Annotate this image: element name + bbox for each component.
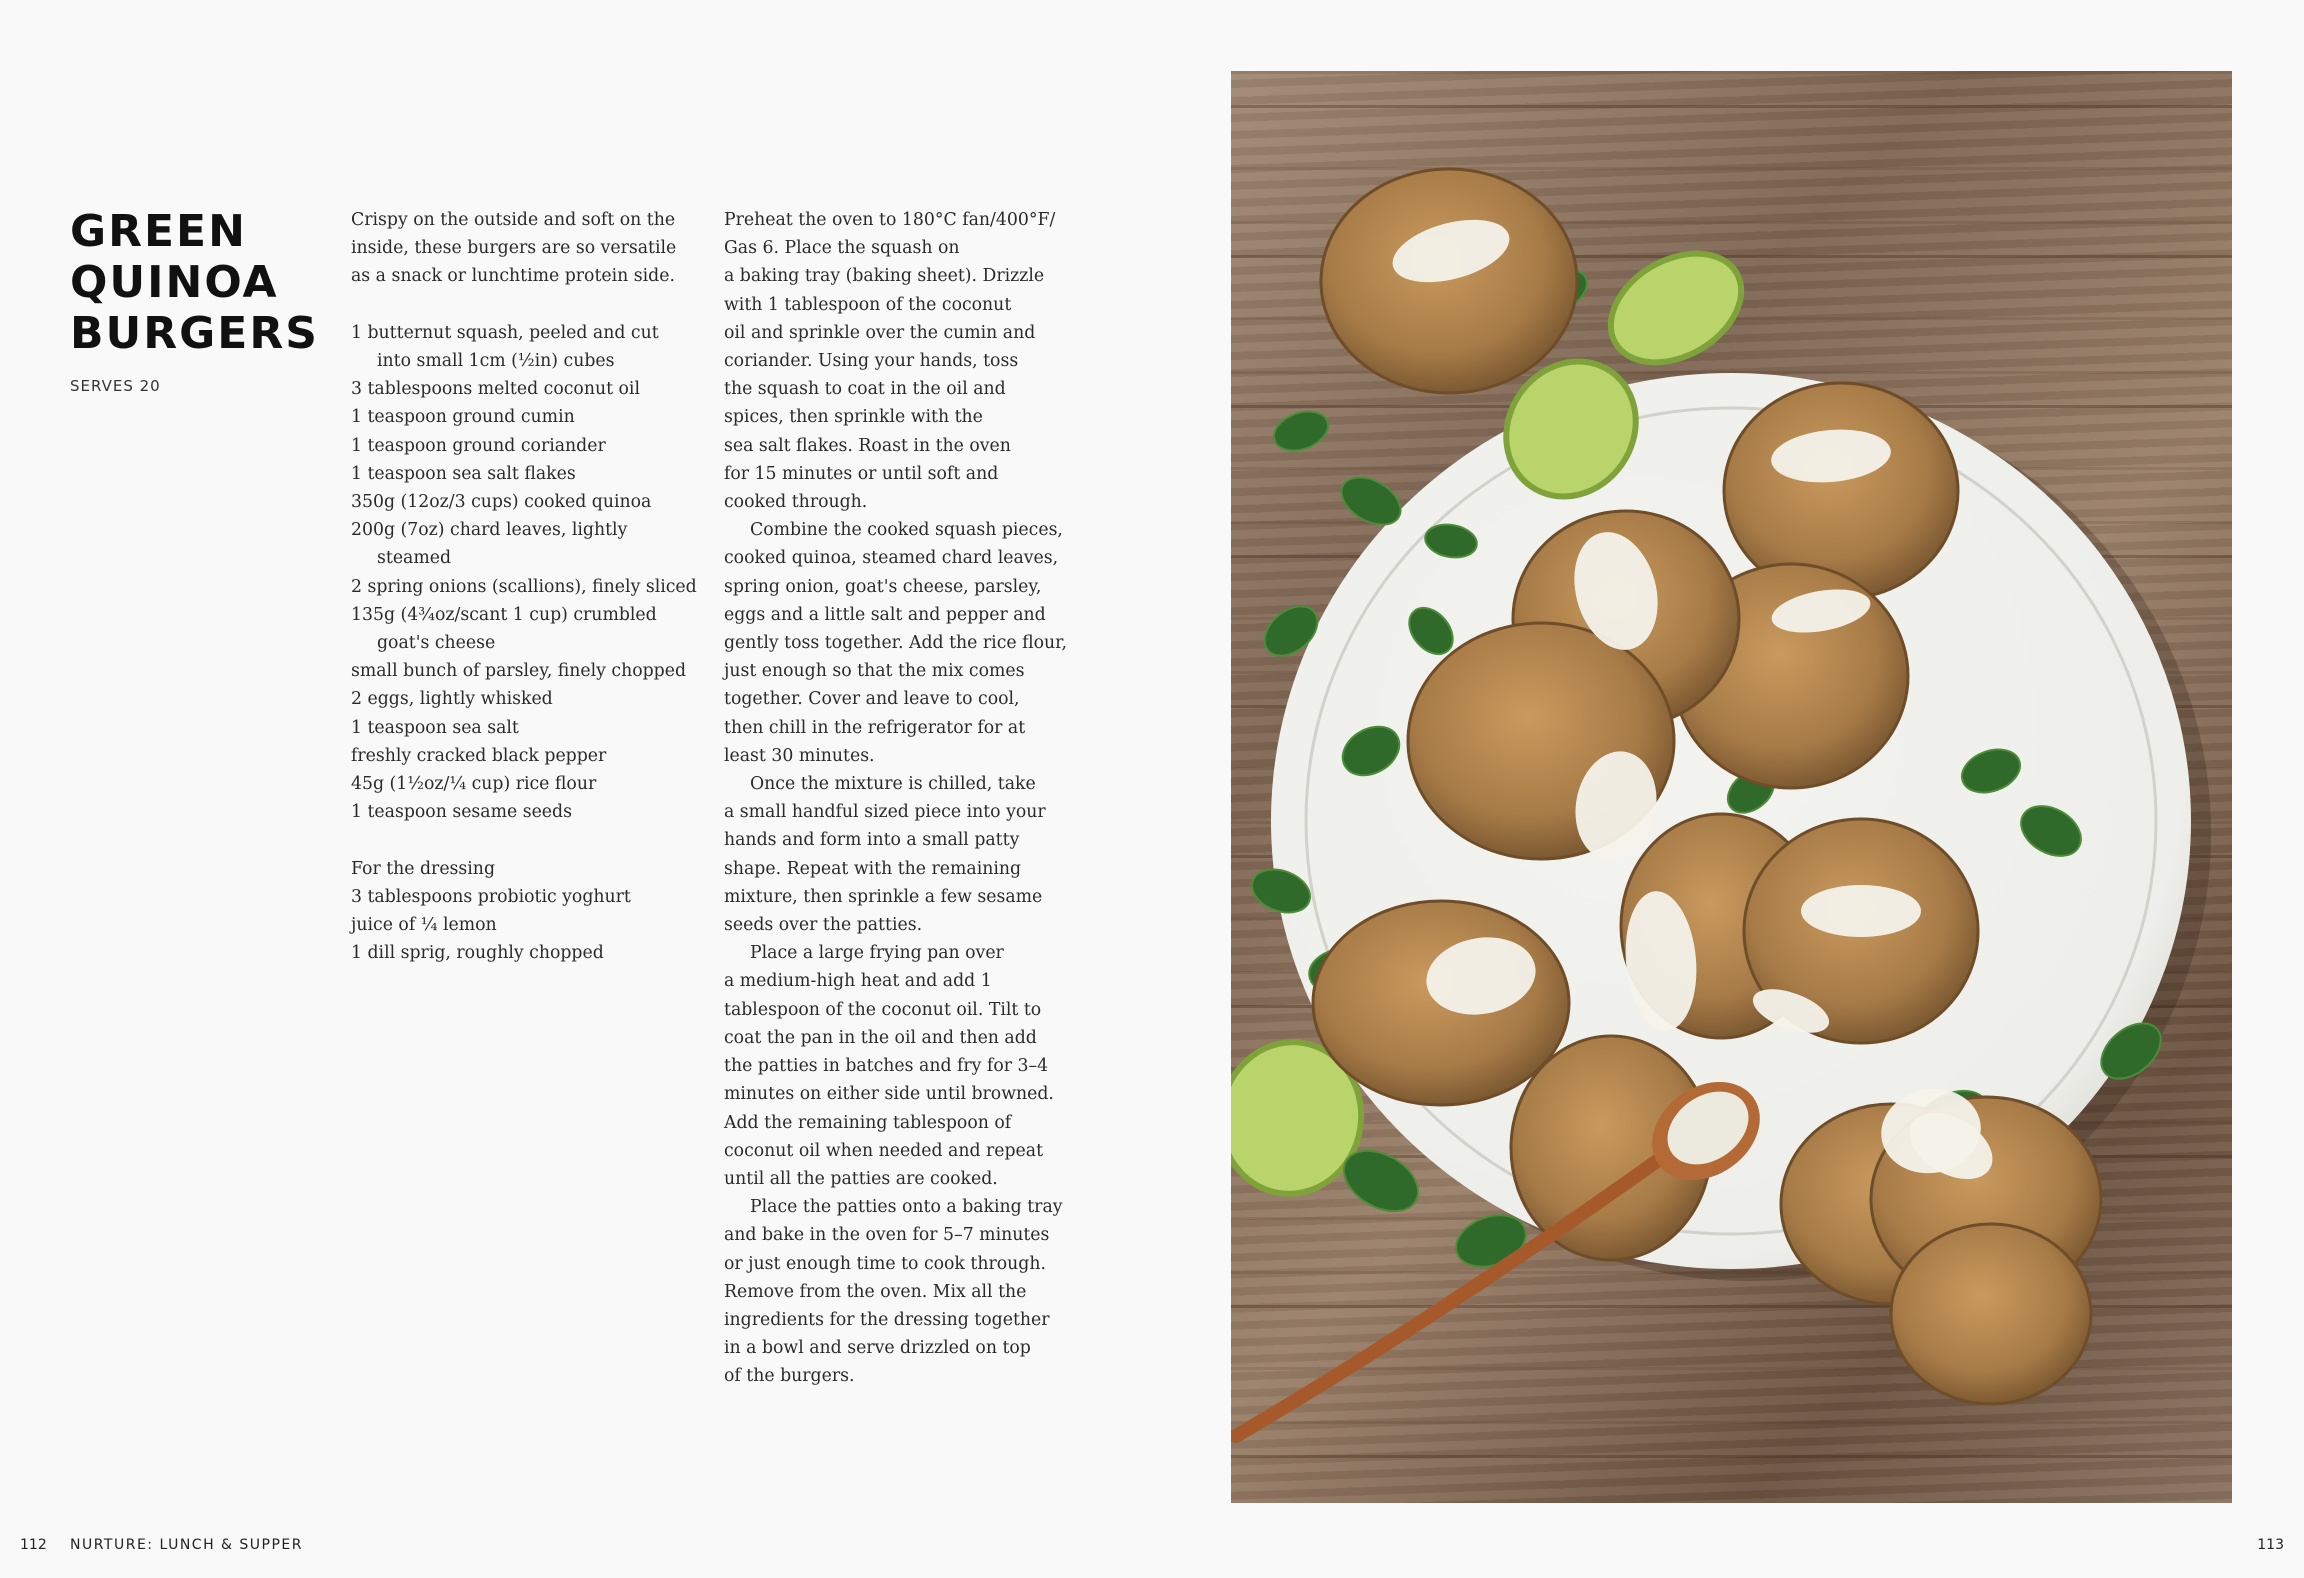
pea-shoot-leaf [1269, 405, 1334, 458]
method-paragraph: Once the mixture is chilled, take a small handful sized piece into your hands and form into a small patty shape. Repeat with the remaining mixture, then sprinkle a few sesame seeds over the patties. [724, 774, 1046, 936]
running-head: NURTURE: LUNCH & SUPPER [70, 1537, 304, 1553]
quinoa-patty [1891, 1224, 2091, 1404]
method-column [724, 206, 1084, 1391]
serves-label: SERVES 20 [70, 377, 161, 395]
ingredient-item: 200g (7oz) chard leaves, lightly steamed [351, 520, 628, 569]
ingredient-item: freshly cracked black pepper [351, 745, 607, 766]
yoghurt-drizzle [1801, 885, 1921, 937]
ingredient-item: 1 teaspoon ground cumin [351, 407, 575, 428]
quinoa-patty [1321, 169, 1577, 393]
ingredient-item: 1 teaspoon sea salt flakes [351, 463, 576, 484]
ingredient-item: 1 butternut squash, peeled and cut into small 1cm (½in) cubes [351, 322, 659, 371]
ingredient-item: 2 spring onions (scallions), finely sliced [351, 576, 697, 597]
ingredient-item: 135g (4¾oz/scant 1 cup) crumbled goat's cheese [351, 604, 657, 654]
quinoa-patty [1724, 383, 1958, 599]
intro-text: Crispy on the outside and soft on the inside, these burgers are so versatile as a snack or lunchtime protein side. [351, 210, 677, 287]
method-paragraph: Place the patties onto a baking tray and bake in the oven for 5–7 minutes or just enough time to cook through. Remove from the oven. Mix all the ingredients for the dressing together in a bowl and serve drizzled on top of the burgers. [724, 1197, 1063, 1387]
page-number-right: 113 [2257, 1537, 2284, 1553]
ingredient-item: small bunch of parsley, finely chopped [351, 661, 687, 682]
method-paragraph: Combine the cooked squash pieces, cooked quinoa, steamed chard leaves, spring onion, goat's cheese, parsley, eggs and a little salt and pepper and gently toss together. Add the rice flour, just enough so that the mix comes together. Cover and leave to cool, then chill in the refrigerator for at least 30 minutes. [724, 520, 1068, 766]
ingredient-item: 1 teaspoon ground coriander [351, 435, 606, 456]
dressing-list [351, 883, 706, 968]
dressing-heading: For the dressing [351, 858, 496, 879]
ingredient-item: 3 tablespoons melted coconut oil [351, 379, 640, 400]
lime-wedge [1591, 231, 1760, 384]
title-line: QUINOA [70, 257, 279, 308]
food-illustration [1231, 71, 2232, 1503]
ingredient-item: 1 teaspoon sesame seeds [351, 802, 572, 823]
title-line: BURGERS [70, 308, 319, 359]
dressing-item: 3 tablespoons probiotic yoghurt [351, 886, 631, 907]
title-line: GREEN [70, 206, 247, 257]
recipe-intro [351, 206, 706, 291]
recipe-photo [1231, 71, 2232, 1503]
dressing-item: juice of ¼ lemon [351, 915, 497, 936]
ingredient-item: 2 eggs, lightly whisked [351, 689, 553, 710]
ingredient-list [351, 319, 706, 827]
dressing-item: 1 dill sprig, roughly chopped [351, 943, 604, 964]
recipe-title [70, 206, 319, 359]
ingredients-column [351, 206, 706, 967]
ingredient-item: 45g (1½oz/¼ cup) rice flour [351, 774, 597, 795]
method-paragraph: Place a large frying pan over a medium-high heat and add 1 tablespoon of the coconut oil. Tilt to coat the pan in the oil and then add the patties in batches and fry for 3–4 minutes on either side until browned. Add the remaining tablespoon of coconut oil when needed and repeat until all the patties are cooked. [724, 943, 1054, 1189]
page-number-left: 112 [20, 1537, 47, 1553]
ingredient-item: 1 teaspoon sea salt [351, 717, 519, 738]
ingredient-item: 350g (12oz/3 cups) cooked quinoa [351, 492, 652, 513]
method-paragraph: Preheat the oven to 180°C fan/400°F/ Gas 6. Place the squash on a baking tray (baking sheet). Drizzle with 1 tablespoon of the coconut oil and sprinkle over the cumin and coriander. Using your hands, toss the squash to coat in the oil and spices, then sprinkle with the sea salt flakes. Roast in the oven for 15 minutes or until soft and cooked through. [724, 210, 1056, 513]
